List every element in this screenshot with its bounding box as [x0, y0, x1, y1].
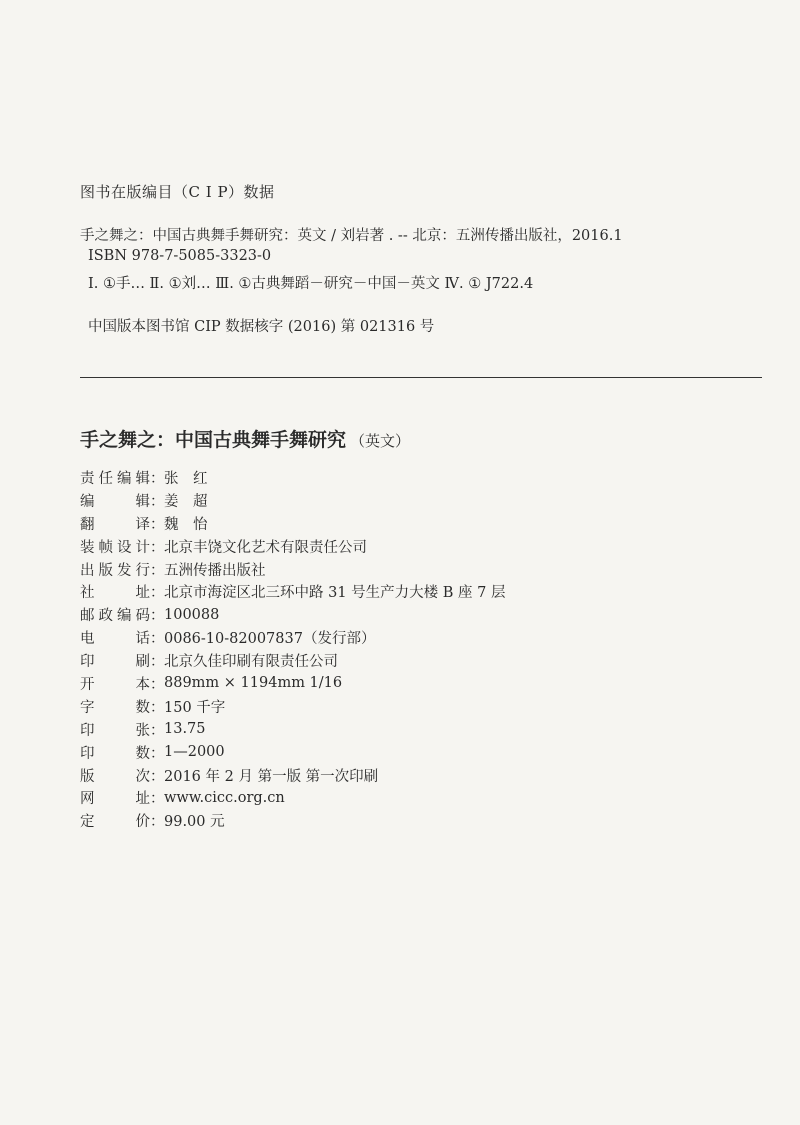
credit-label-char: 邮: [80, 608, 95, 625]
credit-row: [80, 695, 506, 718]
credit-value: 北京丰饶文化艺术有限责任公司: [164, 539, 367, 556]
credit-label-char: 数: [135, 745, 150, 762]
credit-colon: ：: [150, 516, 165, 533]
credit-value: 150 千字: [164, 699, 226, 716]
credit-row: [80, 580, 506, 603]
book-title: [80, 425, 410, 452]
cip-heading: 图书在版编目（C I P）数据: [80, 183, 275, 201]
credit-label-char: 开: [80, 676, 95, 693]
credit-label-char: 版: [98, 562, 113, 579]
credit-colon: ：: [150, 722, 165, 739]
credit-label: [80, 559, 150, 580]
credit-label-char: 张: [135, 722, 150, 739]
credit-label-char: 政: [98, 608, 113, 625]
credit-label-char: 编: [117, 470, 132, 487]
credit-row: [80, 741, 506, 764]
credit-row: [80, 603, 506, 626]
credit-label-char: 辑: [135, 470, 150, 487]
credit-value: 姜 超: [164, 493, 208, 510]
credit-value: 99.00 元: [164, 814, 225, 831]
credit-label-char: 码: [135, 608, 150, 625]
credit-value: 1—2000: [164, 744, 225, 761]
credit-colon: ：: [150, 562, 165, 579]
credit-row: [80, 649, 506, 672]
credit-colon: ：: [150, 585, 165, 602]
credit-value: 13.75: [164, 721, 206, 738]
credit-label-char: 任: [98, 470, 113, 487]
cip-classification: Ⅰ. ①手… Ⅱ. ①刘… Ⅲ. ①古典舞蹈－研究－中国－英文 Ⅳ. ① J722.4: [88, 276, 534, 292]
credit-value: 889mm × 1194mm 1/16: [164, 675, 343, 692]
credit-label: [80, 536, 150, 557]
credit-colon: ：: [150, 493, 165, 510]
credit-row: [80, 764, 506, 787]
credit-value: www.cicc.org.cn: [164, 789, 285, 806]
cip-check-number: 中国版本图书馆 CIP 数据核字 (2016) 第 021316 号: [88, 319, 435, 335]
credit-label: [80, 627, 150, 648]
credit-colon: ：: [150, 608, 165, 625]
credit-label: [80, 650, 150, 671]
credit-label-char: 行: [135, 562, 150, 579]
credit-value: 0086-10-82007837（发行部）: [164, 631, 376, 648]
credit-colon: ：: [150, 654, 165, 671]
credit-label-char: 辑: [135, 493, 150, 510]
cip-isbn: ISBN 978-7-5085-3323-0: [88, 248, 272, 264]
credit-label-char: 计: [135, 539, 150, 556]
credit-label-char: 次: [135, 768, 150, 785]
credit-row: [80, 786, 506, 809]
credit-label: [80, 604, 150, 625]
credit-label-char: 译: [135, 516, 150, 533]
credit-label-char: 印: [80, 654, 95, 671]
credit-label-char: 设: [117, 539, 132, 556]
credit-label: [80, 490, 150, 511]
credit-colon: ：: [150, 539, 165, 556]
credit-label: [80, 467, 150, 488]
credit-label: [80, 787, 150, 808]
credit-label-char: 话: [135, 631, 150, 648]
book-title-main: 手之舞之：中国古典舞手舞研究: [80, 429, 347, 451]
credit-row: [80, 558, 506, 581]
credit-label-char: 印: [80, 745, 95, 762]
credit-value: 100088: [164, 606, 220, 623]
credit-label: [80, 810, 150, 831]
credit-label-char: 网: [80, 791, 95, 808]
credits-list: [80, 466, 506, 832]
credit-label-char: 刷: [135, 654, 150, 671]
credit-label: [80, 581, 150, 602]
credit-colon: ：: [150, 470, 165, 487]
credit-colon: ：: [150, 745, 165, 762]
credit-row: [80, 489, 506, 512]
credit-value: 五洲传播出版社: [164, 562, 266, 579]
credit-row: [80, 466, 506, 489]
credit-label-char: 社: [80, 585, 95, 602]
credit-label-char: 定: [80, 814, 95, 831]
credit-label-char: 发: [117, 562, 132, 579]
credit-label-char: 址: [135, 791, 150, 808]
credit-value: 魏 怡: [164, 516, 208, 533]
cip-record-line: 手之舞之：中国古典舞手舞研究：英文 / 刘岩著 . -- 北京：五洲传播出版社，2016.1: [80, 228, 623, 244]
credit-label-char: 责: [80, 470, 95, 487]
credit-row: [80, 535, 506, 558]
credit-value: 北京市海淀区北三环中路 31 号生产力大楼 B 座 7 层: [164, 585, 506, 602]
credit-label-char: 版: [80, 768, 95, 785]
credit-label-char: 装: [80, 539, 95, 556]
credit-label-char: 翻: [80, 516, 95, 533]
credit-colon: ：: [150, 791, 165, 808]
credit-label-char: 编: [80, 493, 95, 510]
credit-value: 2016 年 2 月 第一版 第一次印刷: [164, 768, 379, 785]
credit-label: [80, 673, 150, 694]
credit-row: [80, 512, 506, 535]
credit-value: 北京久佳印刷有限责任公司: [164, 654, 338, 671]
credit-row: [80, 626, 506, 649]
credit-label-char: 编: [117, 608, 132, 625]
credit-label: [80, 742, 150, 763]
credit-colon: ：: [150, 814, 165, 831]
credit-colon: ：: [150, 699, 165, 716]
credit-label-char: 址: [135, 585, 150, 602]
credit-label: [80, 719, 150, 740]
credit-label: [80, 513, 150, 534]
credit-label-char: 电: [80, 631, 95, 648]
credit-row: [80, 718, 506, 741]
credit-value: 张 红: [164, 470, 208, 487]
credit-label-char: 印: [80, 722, 95, 739]
credit-row: [80, 672, 506, 695]
credit-label-char: 出: [80, 562, 95, 579]
credit-label-char: 本: [135, 676, 150, 693]
credit-label: [80, 765, 150, 786]
credit-row: [80, 809, 506, 832]
credit-label-char: 帧: [98, 539, 113, 556]
credit-colon: ：: [150, 676, 165, 693]
divider-rule: [80, 377, 762, 378]
credit-label: [80, 696, 150, 717]
credit-label-char: 字: [80, 699, 95, 716]
book-title-subtitle: （英文）: [350, 432, 411, 450]
credit-label-char: 数: [135, 699, 150, 716]
credit-label-char: 价: [135, 814, 150, 831]
credit-colon: ：: [150, 631, 165, 648]
credit-colon: ：: [150, 768, 165, 785]
